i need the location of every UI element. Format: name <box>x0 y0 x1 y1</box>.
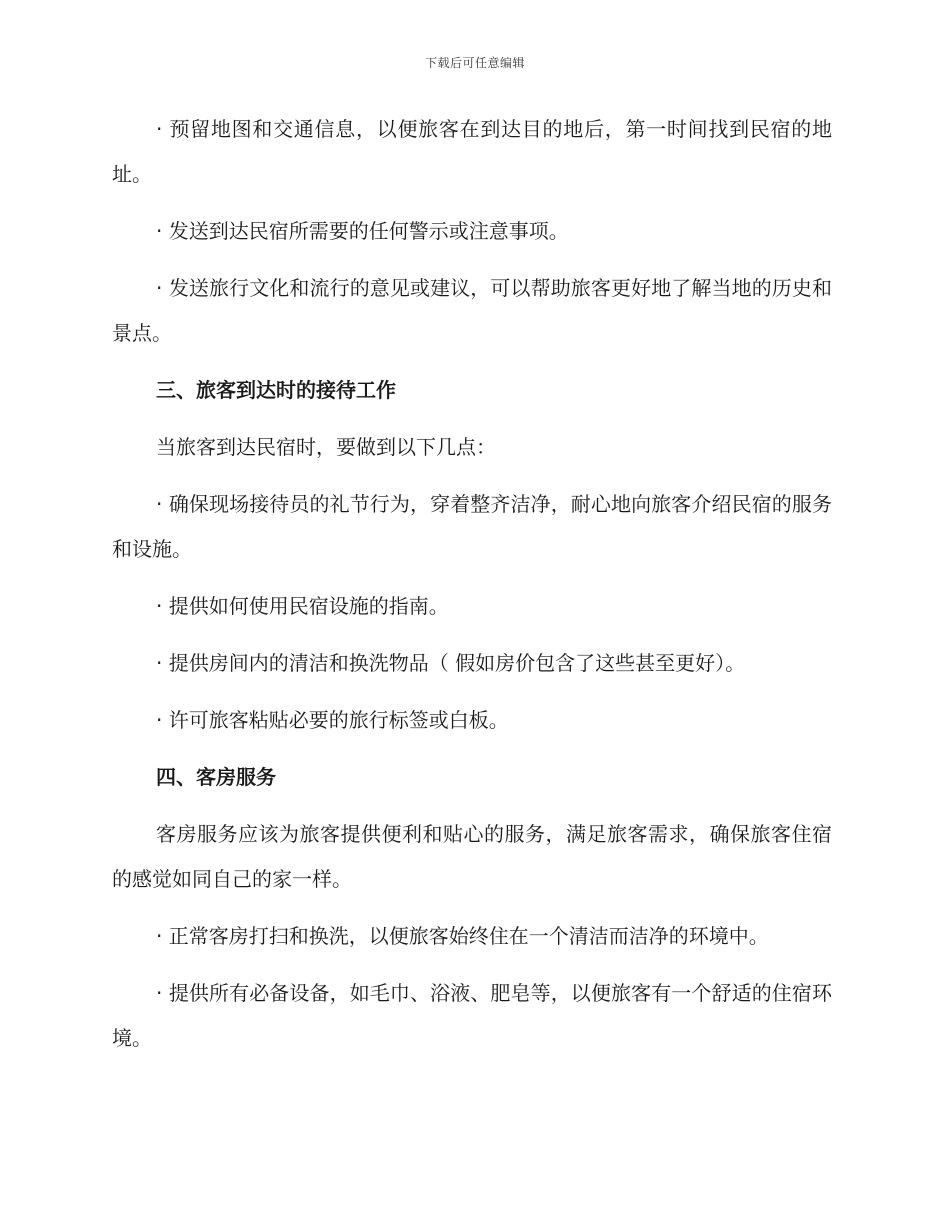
bullet-paragraph: · 确保现场接待员的礼节行为，穿着整齐洁净，耐心地向旅客介绍民宿的服务和设施。 <box>112 492 832 561</box>
section-heading: 三、旅客到达时的接待工作 <box>156 378 396 402</box>
bullet-paragraph: · 提供所有必备设备，如毛巾、浴液、肥皂等，以便旅客有一个舒适的住宿环境。 <box>112 981 832 1050</box>
bullet-paragraph: · 预留地图和交通信息，以便旅客在到达目的地后，第一时间找到民宿的地址。 <box>112 117 832 186</box>
page-header-note: 下载后可任意编辑 <box>424 56 525 70</box>
bullet-paragraph: · 提供如何使用民宿设施的指南。 <box>156 594 449 618</box>
bullet-paragraph: · 发送旅行文化和流行的意见或建议，可以帮助旅客更好地了解当地的历史和景点。 <box>112 276 832 345</box>
bullet-paragraph: · 许可旅客粘贴必要的旅行标签或白板。 <box>156 708 509 732</box>
document-body <box>112 107 832 1073</box>
bullet-paragraph: · 发送到达民宿所需要的任何警示或注意事项。 <box>156 219 569 243</box>
bullet-paragraph: · 正常客房打扫和换洗，以便旅客始终住在一个清洁而洁净的环境中。 <box>156 924 769 948</box>
bullet-paragraph: · 提供房间内的清洁和换洗物品（ 假如房价包含了这些甚至更好）。 <box>156 651 746 675</box>
body-paragraph: 当旅客到达民宿时，要做到以下几点： <box>156 435 496 459</box>
section-heading: 四、客房服务 <box>156 765 276 789</box>
body-paragraph: 客房服务应该为旅客提供便利和贴心的服务，满足旅客需求，确保旅客住宿的感觉如同自己的家一样。 <box>112 822 832 891</box>
